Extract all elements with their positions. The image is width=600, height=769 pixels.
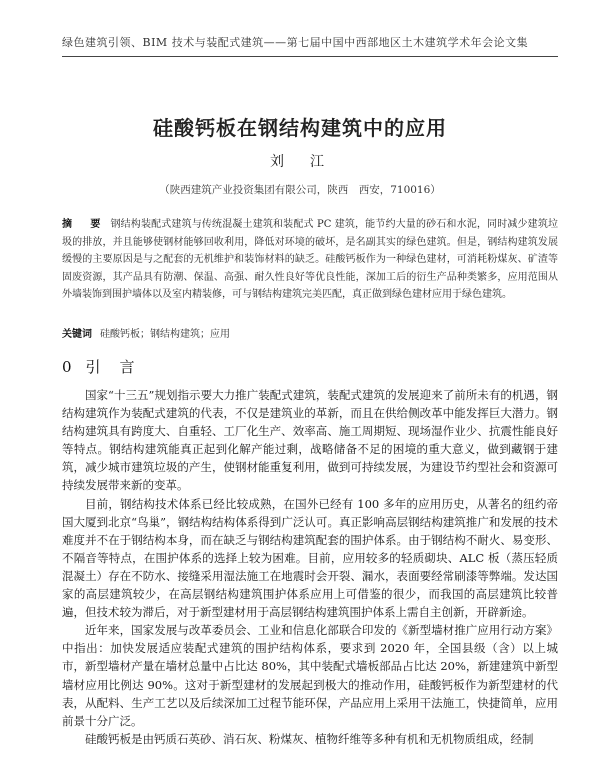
abstract-label: 摘 要 <box>62 219 105 230</box>
paragraph: 硅酸钙板是由钙质石英砂、消石灰、粉煤灰、植物纤维等多种有机和无机物质组成，经制 <box>85 731 534 746</box>
section-title: 引 言 <box>85 358 137 376</box>
author-name: 刘 江 <box>270 154 330 170</box>
paper-title: 硅酸钙板在钢结构建筑中的应用 <box>153 116 447 140</box>
header-rule <box>62 56 558 57</box>
author-affiliation: （陕西建筑产业投资集团有限公司，陕西 西安，710016） <box>159 184 441 196</box>
keywords-text: 硅酸钙板；钢结构建筑；应用 <box>100 329 230 340</box>
body-text <box>62 386 558 748</box>
abstract <box>62 216 558 304</box>
section-number: 0 <box>62 358 74 376</box>
keywords-label: 关键词 <box>62 329 92 340</box>
section-heading <box>62 356 137 377</box>
paragraph: 国家“十三五”规划指示要大力推广装配式建筑，装配式建筑的发展迎来了前所未有的机遇，钢结构建筑作为装配式建筑的代表，不仅是建筑业的革新，而且在供给侧改革中能发挥巨大潜力。钢结构建筑具有跨度大、自重轻、工厂化生产、效率高、施工周期短、现场湿作业少、抗震性能良好等特点。钢结构建筑能真正起到化解产能过剩，战略储备不足的困境的重大意义，做到藏钢于建筑，减少城市建筑垃圾的产生，使钢材能重复利用，做到可持续发展，为建设节约型社会和资源可持续发展带来新的变革。 <box>62 388 558 493</box>
paragraph: 近年来，国家发展与改革委员会、工业和信息化部联合印发的《新型墙材推广应用行动方案》中指出：加快发展适应装配式建筑的围护结构体系，要求到 2020 年，全国县级（含）以上城市，新型墙材产量在墙材总量中占比达 80%，其中装配式墙板部品占比达 20%，新建建筑中新型墙材应用比例达 90%。这对于新型建材的发展起到极大的推动作用，硅酸钙板作为新型建材的代表，从配料、生产工艺以及后续深加工过程节能环保，产品应用上采用干法施工，快捷简单，应用前景十分广泛。 <box>62 623 558 728</box>
keywords <box>62 325 558 340</box>
running-header: 绿色建筑引领、BIM 技术与装配式建筑——第七届中国中西部地区土木建筑学术年会论文集 <box>62 36 529 49</box>
abstract-text: 钢结构装配式建筑与传统混凝土建筑和装配式 PC 建筑，能节约大量的砂石和水泥，同时减少建筑垃圾的排放，并且能够使钢材能够回收利用，降低对环境的破坏，是名副其实的绿色建筑。但是，钢结构建筑发展缓慢的主要原因是与之配套的无机维护和装饰材料的缺乏。硅酸钙板作为一种绿色建材，可消耗粉煤灰、矿渣等固废资源，其产品具有防潮、保温、高强、耐久性良好等优良性能，深加工后的衍生产品种类繁多，应用范围从外墙装饰到围护墙体以及室内精装修，可与钢结构建筑完美匹配，真正做到绿色建材应用于绿色建筑。 <box>62 219 558 301</box>
paragraph: 目前，钢结构技术体系已经比较成熟，在国外已经有 100 多年的应用历史，从著名的纽约帝国大厦到北京“鸟巢”，钢结构结构体系得到广泛认可。真正影响高层钢结构建筑推广和发展的技术难度并不在于钢结构本身，而在缺乏与钢结构建筑配套的围护体系。由于钢结构不耐火、易变形、不隔音等特点，在围护体系的选择上较为困难。目前，应用较多的轻质砌块、ALC 板（蒸压轻质混凝土）存在不防水、接缝采用湿法施工在地震时会开裂、漏水，表面要经常刷漆等弊端。发达国家的高层建筑较少，在高层钢结构建筑围护体系应用上可借鉴的很少，而我国的高层建筑比较普遍，但技术较为滞后，对于新型建材用于高层钢结构建筑围护体系上需自主创新，开辟新途。 <box>62 496 558 620</box>
